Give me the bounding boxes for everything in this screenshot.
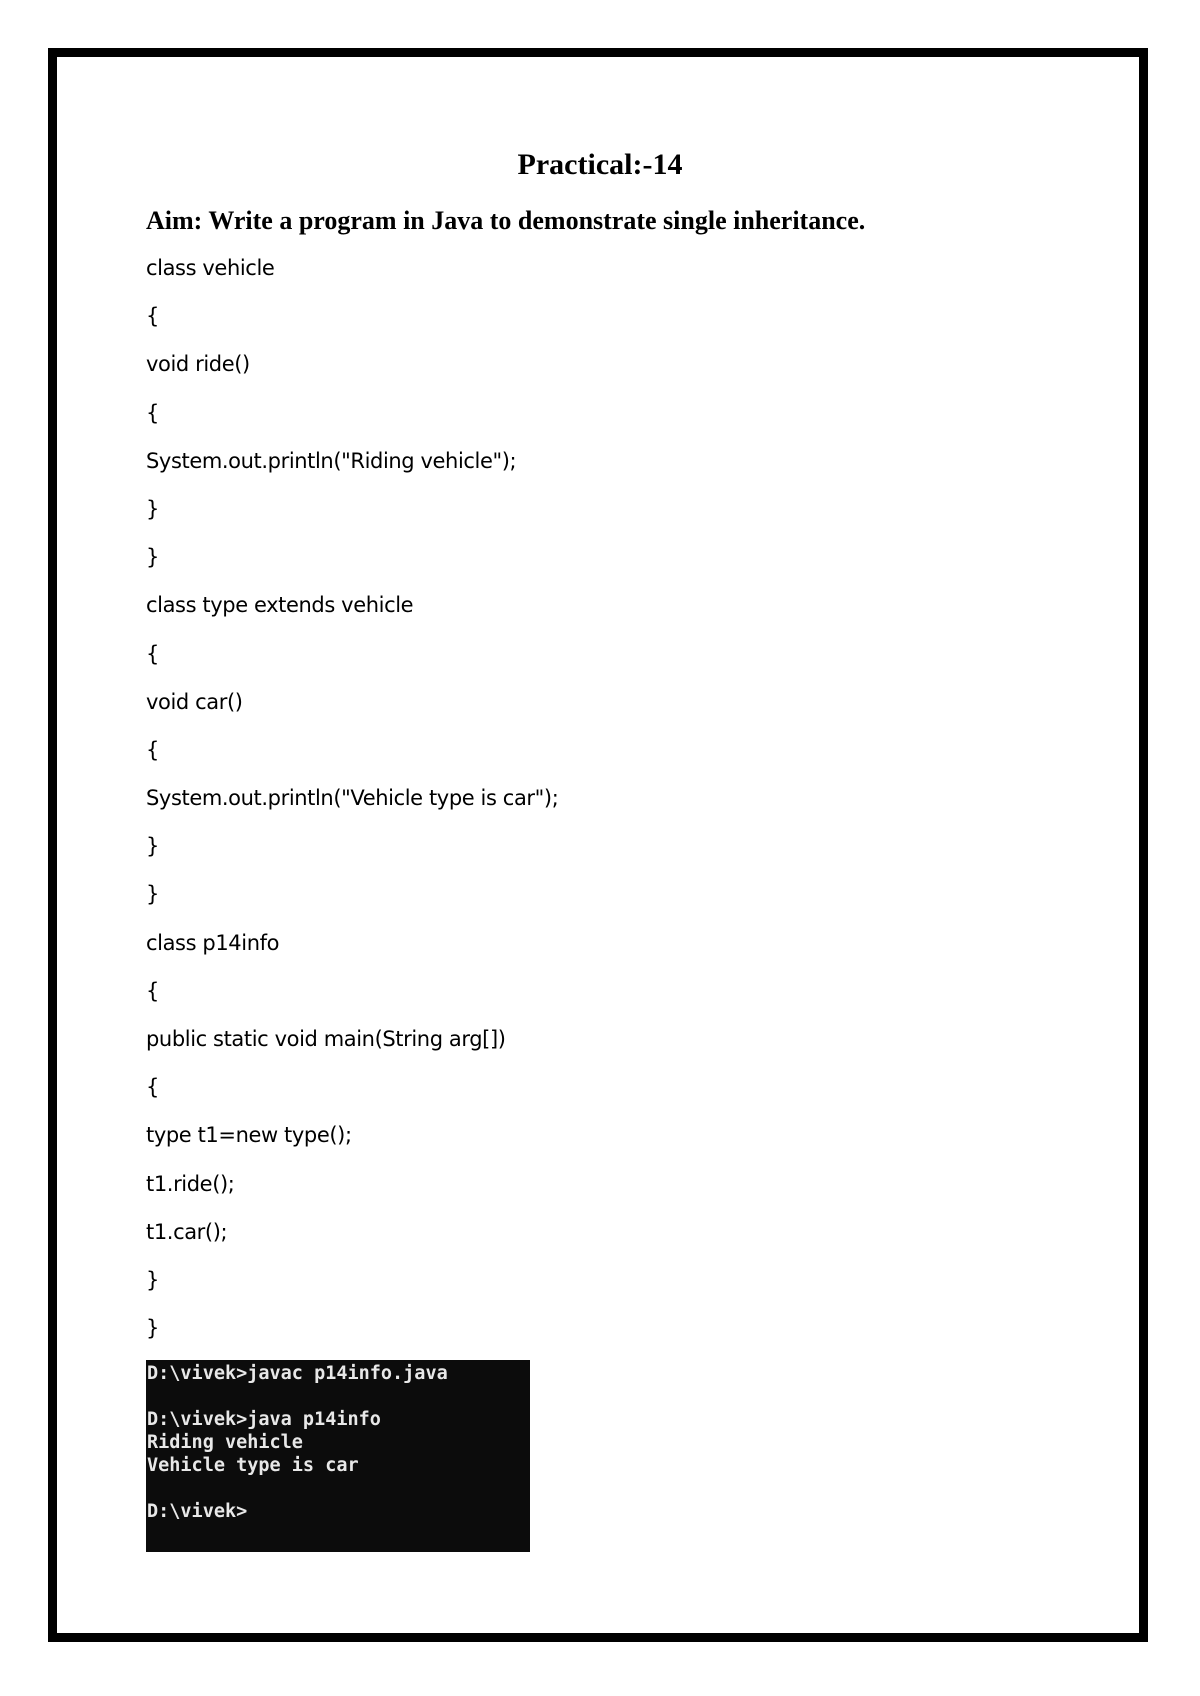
console-line: D:\vivek>java p14info (147, 1409, 381, 1430)
code-line: { (146, 1075, 159, 1100)
code-line: class type extends vehicle (146, 593, 414, 618)
code-line: System.out.println("Vehicle type is car"); (146, 786, 559, 811)
code-line: { (146, 641, 159, 666)
code-line: } (146, 834, 159, 859)
console-line: Riding vehicle (147, 1432, 303, 1453)
console-line (147, 1385, 530, 1408)
code-line: public static void main(String arg[]) (146, 1027, 506, 1051)
code-line: System.out.println("Riding vehicle"); (146, 448, 517, 473)
aim-statement: Aim: Write a program in Java to demonstrate single inheritance. (146, 206, 866, 235)
code-line: { (146, 400, 159, 425)
console-line: D:\vivek>javac p14info.java (147, 1363, 448, 1384)
page-title: Practical:-14 (517, 148, 683, 181)
code-line: } (146, 1267, 159, 1292)
console-line (147, 1477, 530, 1500)
code-line: class p14info (146, 930, 280, 955)
console-output-screenshot (146, 1360, 530, 1552)
code-line: type t1=new type(); (146, 1123, 352, 1148)
code-line: class vehicle (146, 256, 275, 280)
code-line: { (146, 737, 159, 762)
code-line: { (146, 304, 159, 329)
console-line: Vehicle type is car (147, 1455, 359, 1476)
code-line: } (146, 1316, 159, 1341)
code-line: t1.ride(); (146, 1171, 235, 1196)
code-line: { (146, 978, 159, 1003)
console-line: D:\vivek> (147, 1501, 248, 1522)
code-line: t1.car(); (146, 1219, 228, 1244)
java-code-listing (146, 253, 558, 1361)
code-line: } (146, 496, 159, 521)
code-line: void car() (146, 689, 243, 714)
code-line: void ride() (146, 352, 250, 377)
code-line: } (146, 882, 159, 907)
code-line: } (146, 545, 159, 570)
